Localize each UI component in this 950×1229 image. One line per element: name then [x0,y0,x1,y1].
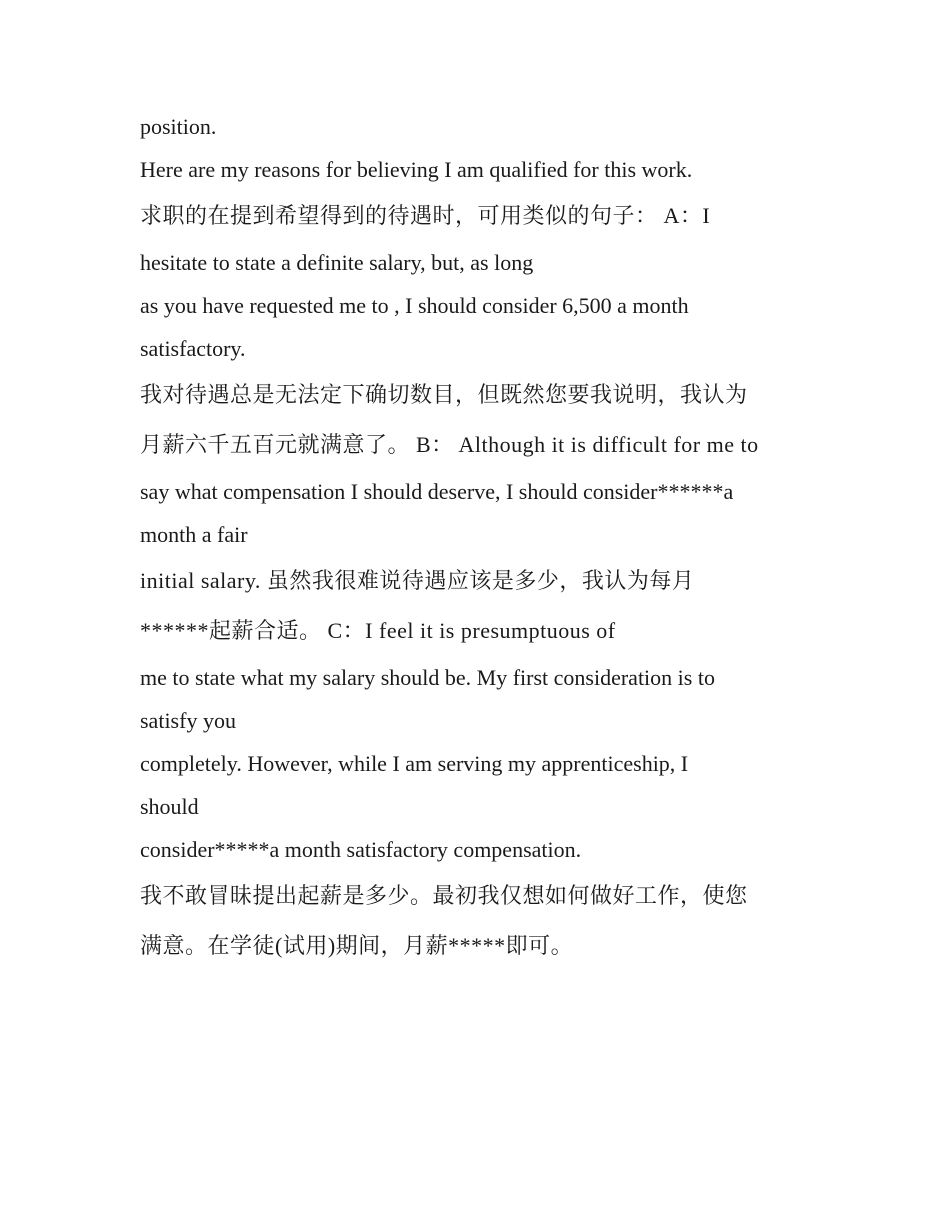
text-line: should [140,794,199,819]
text-line: ******起薪合适。 C：I feel it is presumptuous of [140,618,616,643]
text-line: month a fair [140,522,248,547]
text-line: Here are my reasons for believing I am qualified for this work. [140,157,693,182]
text-line: completely. However, while I am serving my apprenticeship, I [140,751,689,776]
text-line: satisfy you [140,708,236,733]
text-line: me to state what my salary should be. My first consideration is to [140,665,715,690]
text-line: 我不敢冒昧提出起薪是多少。最初我仅想如何做好工作，使您 [140,883,748,908]
text-line: as you have requested me to , I should consider 6,500 a month [140,293,689,318]
text-line: consider*****a month satisfactory compensation. [140,837,582,862]
text-line: satisfactory. [140,336,246,361]
text-line: position. [140,114,217,139]
text-line: 求职的在提到希望得到的待遇时，可用类似的句子： A：I [140,203,711,228]
text-line: initial salary. 虽然我很难说待遇应该是多少，我认为每月 [140,568,695,593]
text-line: 月薪六千五百元就满意了。 B： Although it is difficult for me to [140,432,759,457]
text-line: hesitate to state a definite salary, but, as long [140,250,534,275]
text-line: 满意。在学徒(试用)期间，月薪*****即可。 [140,933,574,958]
document-body [140,105,820,971]
text-line: say what compensation I should deserve, I should consider******a [140,479,734,504]
text-line: 我对待遇总是无法定下确切数目，但既然您要我说明，我认为 [140,382,748,407]
